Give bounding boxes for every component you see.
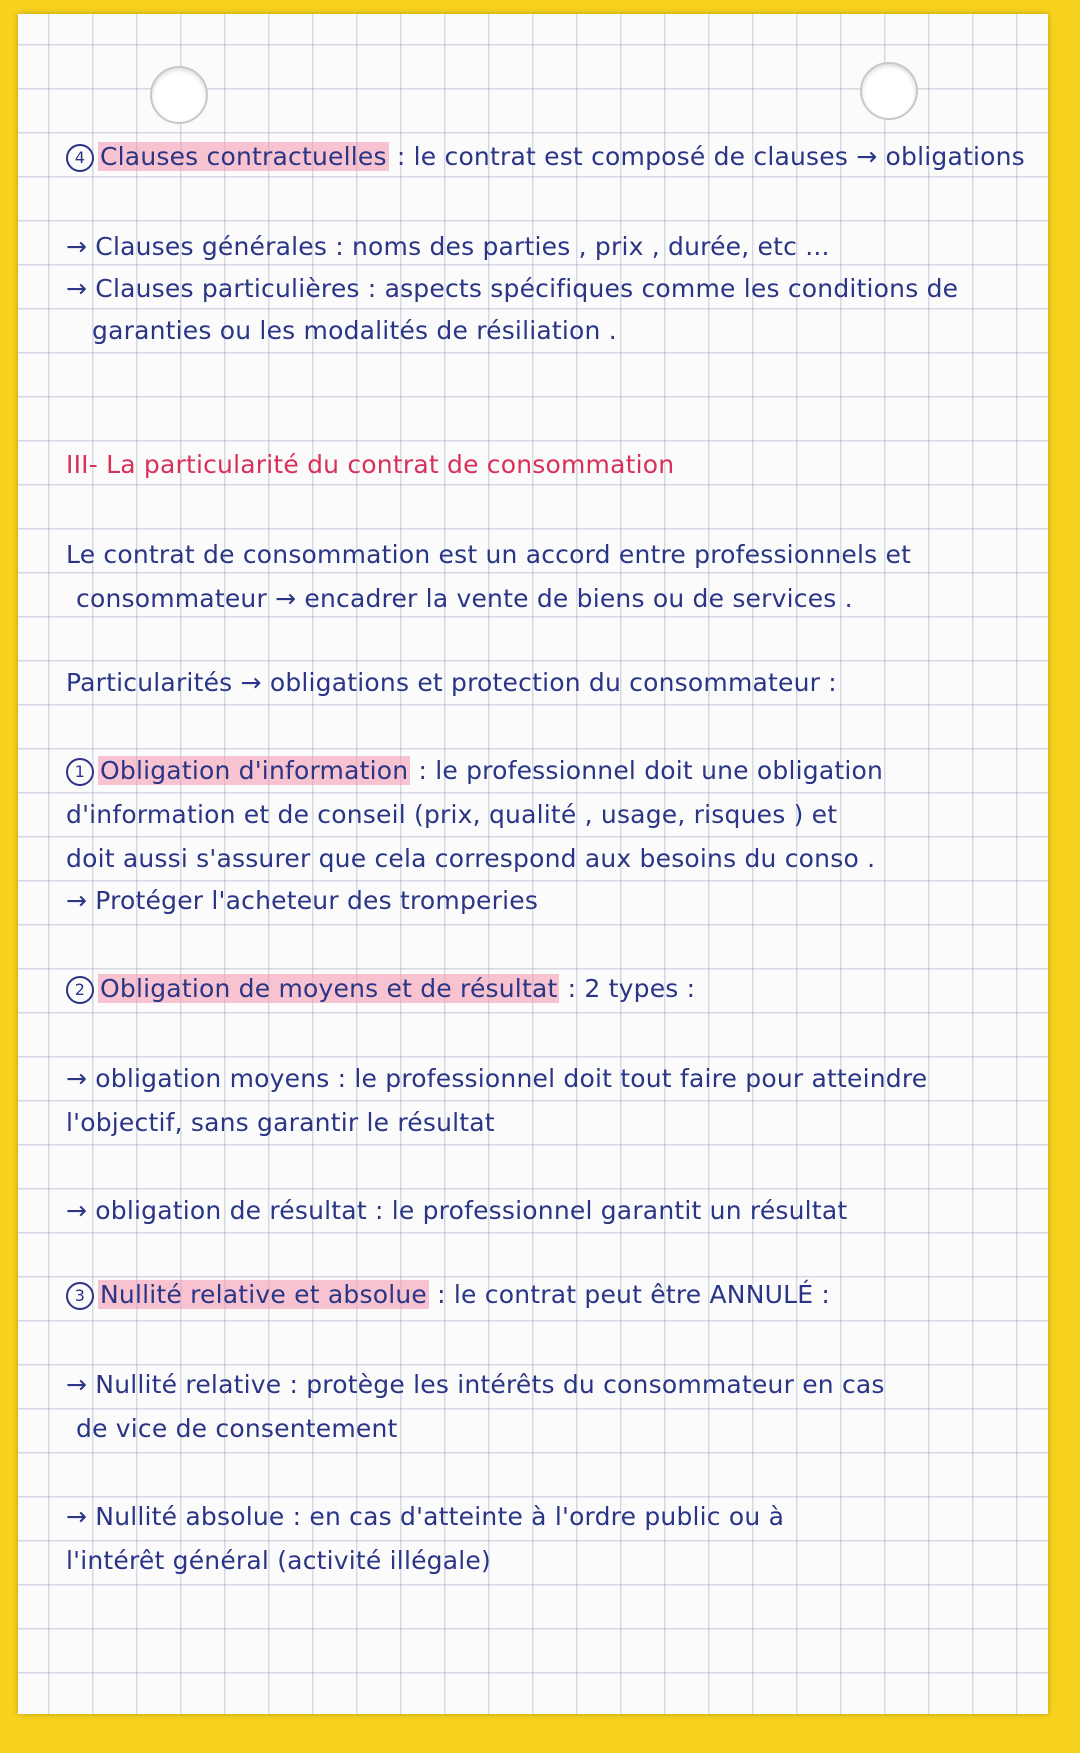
point3-relative-line2: de vice de consentement <box>76 1414 398 1443</box>
point3-relative-line1: → Nullité relative : protège les intérêts du consommateur en cas <box>66 1370 885 1399</box>
point2-rest: : 2 types : <box>559 974 696 1003</box>
point1-line2: d'information et de conseil (prix, qualité , usage, risques ) et <box>66 800 838 829</box>
section4-number: 4 <box>66 144 94 172</box>
part3-heading: III- La particularité du contrat de consommation <box>66 450 675 479</box>
section4-bullet1: → Clauses générales : noms des parties , prix , durée, etc ... <box>66 232 830 261</box>
section4-title: Clauses contractuelles <box>100 142 387 171</box>
point3-title: Nullité relative et absolue <box>100 1280 427 1309</box>
point3-number: 3 <box>66 1282 94 1310</box>
section4-rest: : le contrat est composé de clauses → obligations <box>388 142 1025 171</box>
point1-line4: → Protéger l'acheteur des tromperies <box>66 886 539 915</box>
section4-heading-line <box>66 142 1026 172</box>
part3-definition-line2: consommateur → encadrer la vente de biens ou de services . <box>76 584 853 613</box>
binder-hole-right <box>860 62 918 120</box>
point2-moyens-line1: → obligation moyens : le professionnel doit tout faire pour atteindre <box>66 1064 928 1093</box>
point3-rest: : le contrat peut être ANNULÉ : <box>428 1280 830 1309</box>
section4-bullet2b: garanties ou les modalités de résiliation . <box>92 316 617 345</box>
part3-particularites: Particularités → obligations et protection du consommateur : <box>66 668 837 697</box>
point1-heading-line <box>66 756 1026 786</box>
binder-hole-left <box>150 66 208 124</box>
point1-line3: doit aussi s'assurer que cela correspond aux besoins du conso . <box>66 844 876 873</box>
point2-heading-line <box>66 974 1026 1004</box>
point1-number: 1 <box>66 758 94 786</box>
point2-resultat-line: → obligation de résultat : le professionnel garantit un résultat <box>66 1196 848 1225</box>
point2-number: 2 <box>66 976 94 1004</box>
point1-rest: : le professionnel doit une obligation <box>410 756 884 785</box>
notebook-page <box>18 14 1048 1714</box>
section4-bullet2a: → Clauses particulières : aspects spécifiques comme les conditions de <box>66 274 959 303</box>
point1-title: Obligation d'information <box>100 756 409 785</box>
point3-heading-line <box>66 1280 1026 1310</box>
point2-title: Obligation de moyens et de résultat <box>100 974 558 1003</box>
part3-definition-line1: Le contrat de consommation est un accord entre professionnels et <box>66 540 912 569</box>
point3-absolue-line1: → Nullité absolue : en cas d'atteinte à l'ordre public ou à <box>66 1502 785 1531</box>
point2-moyens-line2: l'objectif, sans garantir le résultat <box>66 1108 495 1137</box>
point3-absolue-line2: l'intérêt général (activité illégale) <box>66 1546 491 1575</box>
